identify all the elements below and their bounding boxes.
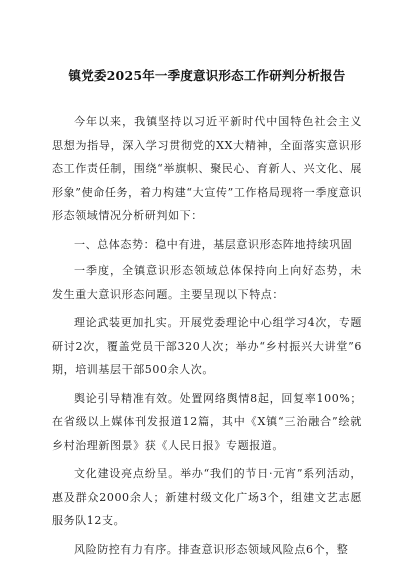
paragraph-text: 一季度，全镇意识形态领域总体保持向上向好态势，未发生重大意识形态问题。主要呈现以下特点： — [52, 264, 362, 301]
intro-paragraph — [52, 110, 362, 228]
paragraph-text: 排查意识形态领域风险点6个，整 — [178, 542, 349, 556]
paragraph-text: 处置网络舆情8起，回复率100%；在省级以上媒体刊发报道12篇，其中《X镇“三治融合”绘就乡村治理新图景》获《人民日报》专题报道。 — [52, 391, 362, 452]
paragraph-text: 开展党委理论中心组学习4次，专题研讨2次，覆盖党员干部320人次；举办“乡村振兴大讲堂”6期，培训基层干部500余人次。 — [52, 316, 362, 376]
paragraph-text: 一、总体态势：稳中有进，基层意识形态阵地持续巩固 — [74, 237, 353, 251]
opinion-paragraph — [52, 387, 362, 458]
theory-paragraph — [52, 311, 362, 382]
paragraph-lead: 理论武装更加扎实。 — [74, 316, 180, 329]
document-title: 镇党委2025年一季度意识形态工作研判分析报告 — [68, 68, 346, 83]
paragraph-lead: 文化建设亮点纷呈。 — [74, 467, 181, 480]
culture-paragraph — [52, 462, 362, 533]
risk-paragraph — [52, 538, 362, 562]
overview-paragraph — [52, 259, 362, 306]
paragraph-lead: 风险防控有力有序。 — [74, 542, 179, 556]
paragraph-text: 举办“我们的节日·元宵”系列活动，惠及群众2000余人；新建村级文化广场3个，组建文艺志愿服务队12支。 — [52, 467, 362, 527]
section-heading-overall — [52, 233, 362, 257]
paragraph-lead: 舆论引导精准有效。 — [74, 391, 180, 405]
paragraph-text: 今年以来，我镇坚持以习近平新时代中国特色社会主义思想为指导，深入学习贯彻党的XX大精神，全面落实意识形态工作责任制，围绕“举旗帜、聚民心、育新人、兴文化、展形象”使命任务，着力构建“大宣传”工作格局现将一季度意识形态领域情况分析研判如下： — [52, 115, 362, 222]
